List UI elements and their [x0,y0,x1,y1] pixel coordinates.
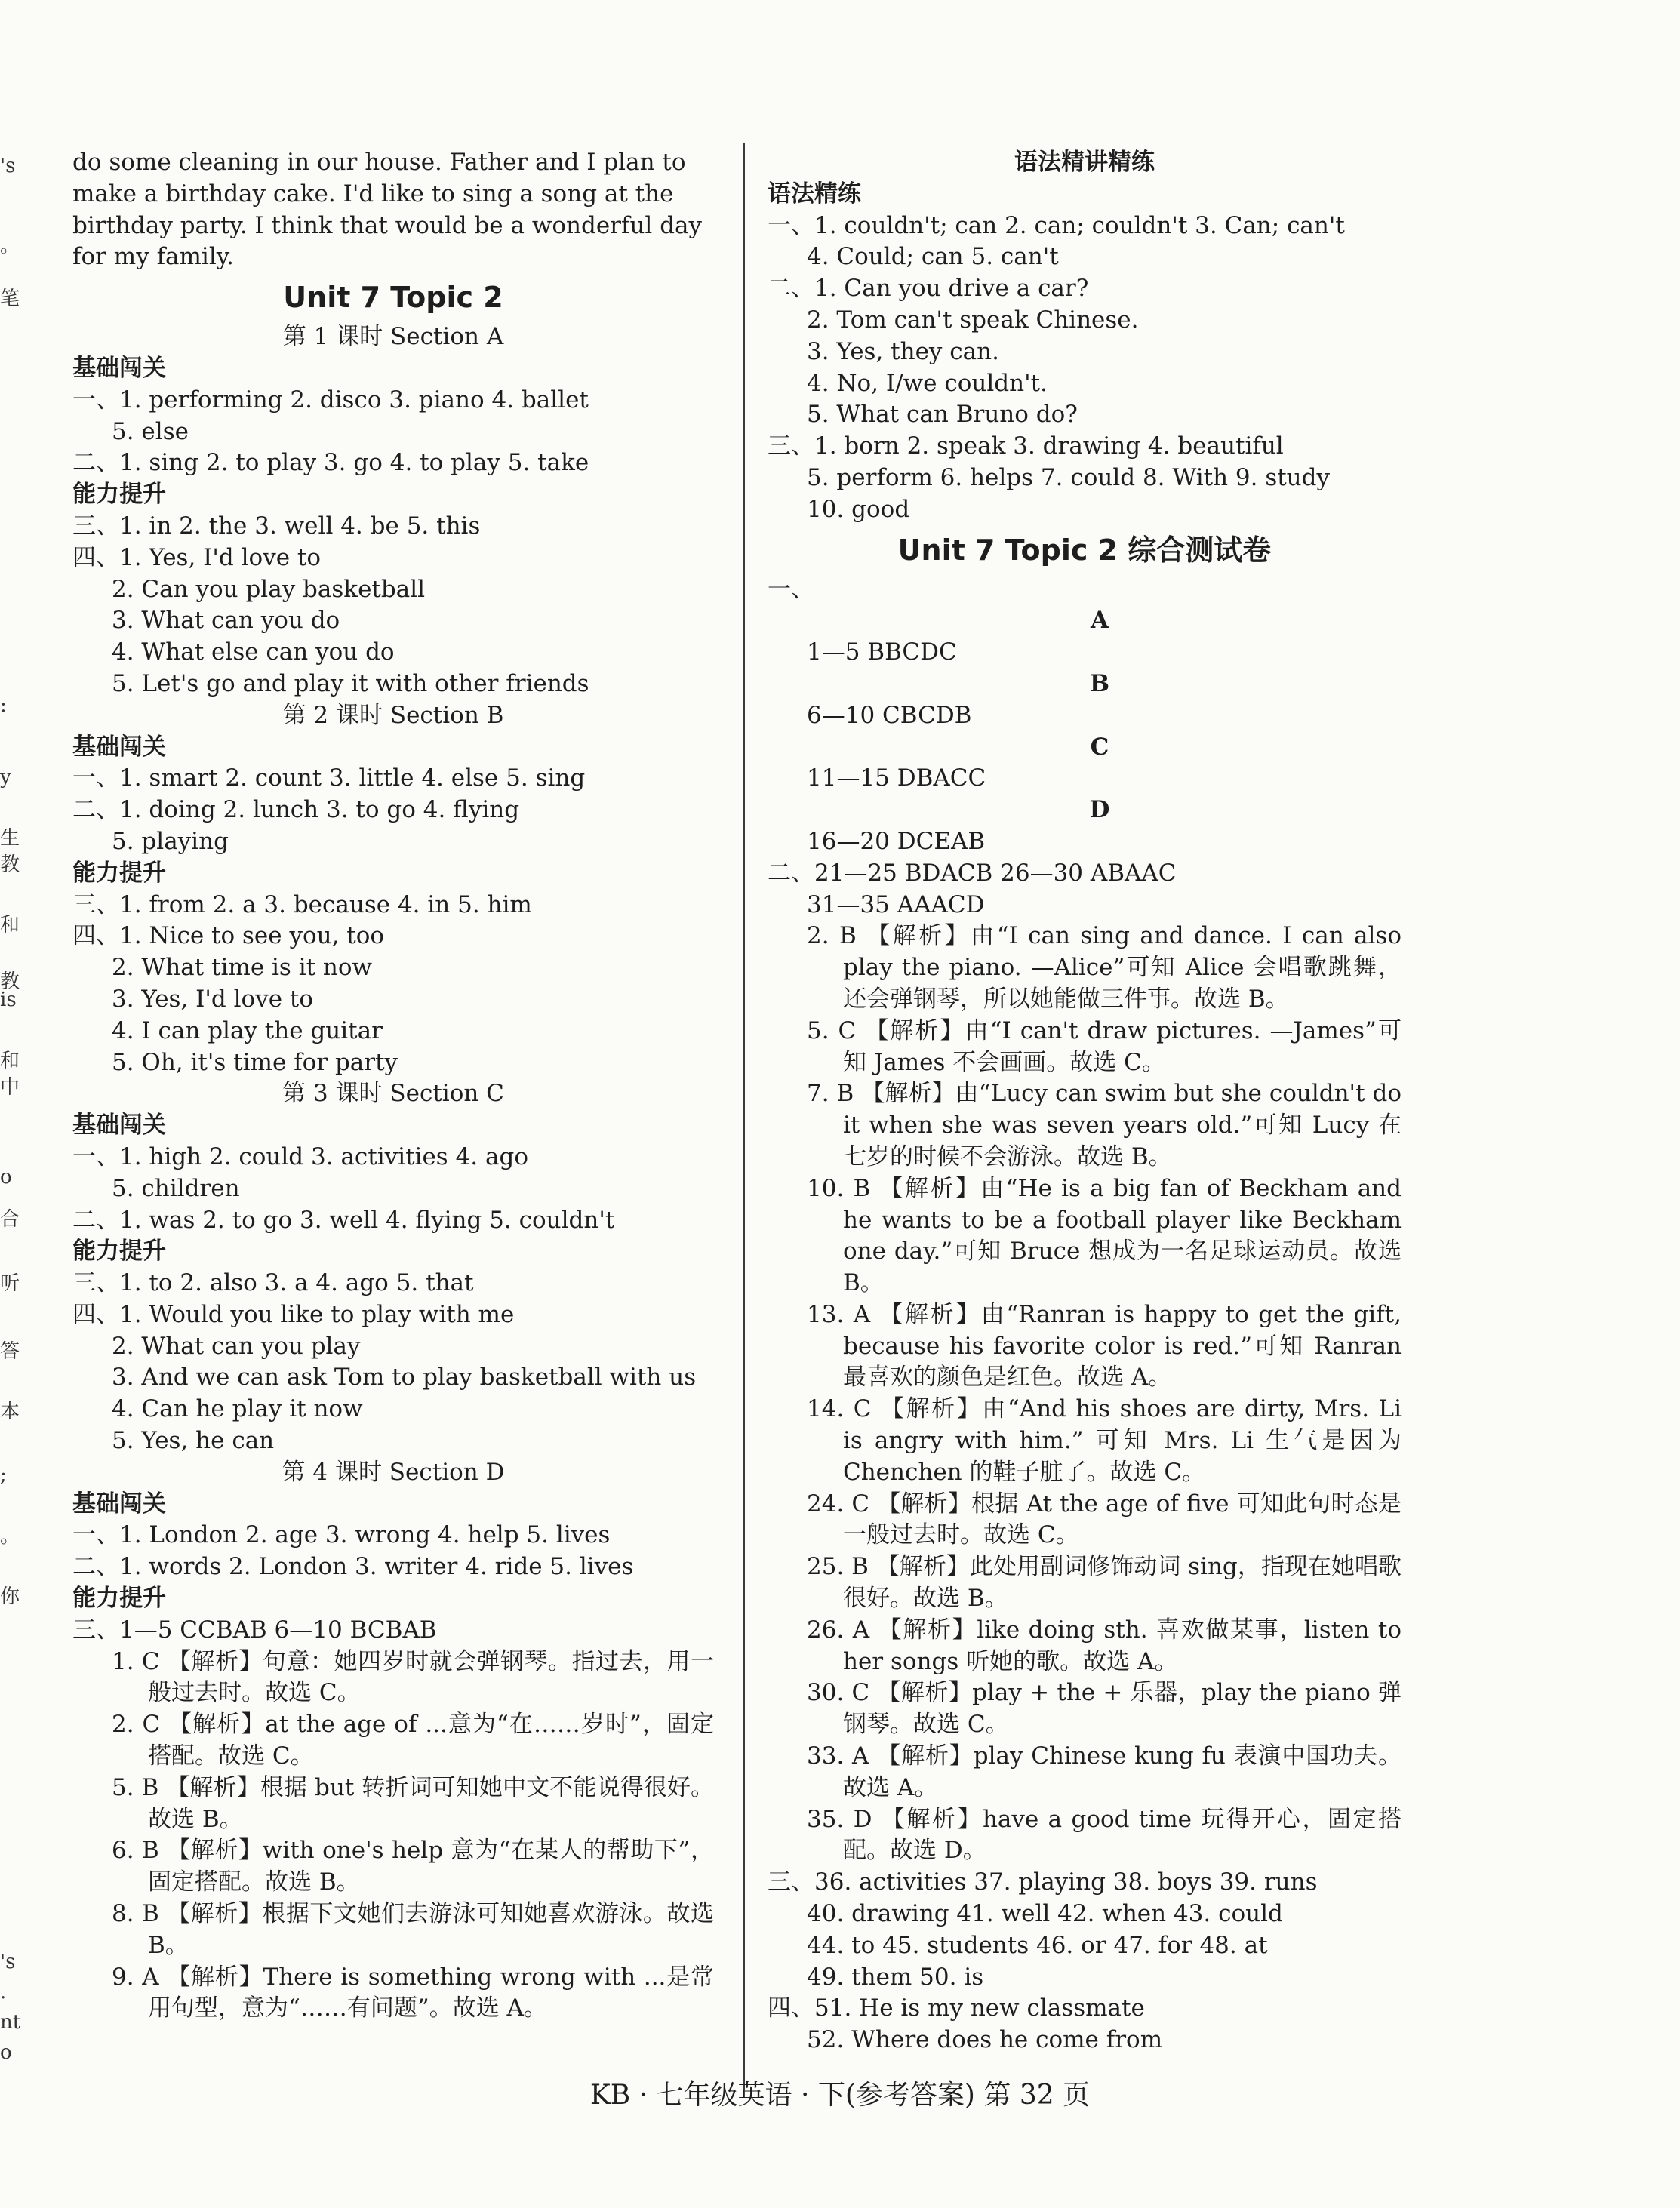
explanation-item: 30. C 【解析】play + the + 乐器，play the piano 弹钢琴。故选 C。 [807,1679,1402,1739]
answer-line: 一、1. high 2. could 3. activities 4. ago [72,1142,528,1170]
answer-line: 三、1. in 2. the 3. well 4. be 5. this [72,512,481,540]
answer-line: 2. What time is it now [112,954,373,982]
edge-fragment: 听 [0,1272,20,1295]
edge-fragment: 答 [0,1340,20,1363]
explanation-item: 25. B 【解析】此处用副词修饰动词 sing，指现在她唱歌很好。故选 B。 [807,1553,1402,1613]
answer-line: 一、1. couldn't; can 2. can; couldn't 3. Can; can't [768,211,1345,239]
explanation-item: 13. A 【解析】由“Ranran is happy to get the gift, because his favorite color is red.”可知 Ranran 最喜欢的颜色是红色。故选 A。 [807,1300,1402,1392]
answer-line: 5. Yes, he can [112,1427,275,1455]
answer-line: 5. children [112,1174,240,1202]
answer-line: 4. Can he play it now [112,1395,363,1423]
answer-line: 52. Where does he come from [807,2026,1163,2054]
answer-line: 二、1. sing 2. to play 3. go 4. to play 5. take [72,449,589,477]
answer-line: 3. And we can ask Tom to play basketball with us [112,1364,697,1392]
left-column [72,147,714,2025]
edge-fragment: 中 [0,1076,20,1099]
answer-line: 四、1. Would you like to play with me [72,1300,515,1328]
lesson-list [72,321,714,2025]
answer-line: 2. Tom can't speak Chinese. [807,306,1139,334]
section-heading: 基础闯关 [72,733,166,761]
answer-line: 二、1. Can you drive a car? [768,275,1089,303]
explanation-item: 1. C 【解析】句意：她四岁时就会弹钢琴。指过去，用一般过去时。故选 C。 [112,1647,714,1707]
part-letter: C [1090,733,1109,761]
answer-line: 一、1. London 2. age 3. wrong 4. help 5. lives [72,1521,611,1549]
explanation-item: 10. B 【解析】由“He is a big fan of Beckham and he wants to be a football player like Beckham one day.”可知 Bruce 想成为一名足球运动员。故选 B。 [807,1174,1402,1297]
edge-fragment: is [0,989,17,1011]
answer-line: 44. to 45. students 46. or 47. for 48. at [807,1931,1268,1959]
unit-title: Unit 7 Topic 2 [283,281,503,315]
explanation-item: 35. D 【解析】have a good time 玩得开心，固定搭配。故选 D。 [807,1805,1402,1865]
edge-fragment: 's [0,1951,16,1973]
edge-fragment: . [0,1981,7,2003]
answer-line: 40. drawing 41. well 42. when 43. could [807,1900,1283,1928]
edge-fragment: 笔 [0,288,20,310]
answer-line: 3. What can you do [112,607,340,635]
answer-line: 5. What can Bruno do? [807,401,1078,429]
right-column [768,147,1402,2056]
section-heading: 基础闯关 [72,1112,166,1139]
intro-line: do some cleaning in our house. Father and I plan to [72,149,686,176]
section-heading: 基础闯关 [72,1490,166,1518]
test-section [768,574,1402,2056]
answer-line: 三、36. activities 37. playing 38. boys 39. runs [768,1868,1318,1896]
answer-line: 6—10 CBCDB [807,701,972,729]
part-letter: D [1089,796,1110,824]
answer-line: 四、1. Yes, I'd love to [72,543,322,571]
answer-line: 5. perform 6. helps 7. could 8. With 9. study [807,463,1331,491]
explanation-item: 6. B 【解析】with one's help 意为“在某人的帮助下”，固定搭配。故选 B。 [112,1837,714,1896]
answer-line: 31—35 AAACD [807,890,985,918]
edge-fragment: y [0,766,11,789]
explanation-item: 26. A 【解析】like doing sth. 喜欢做某事，listen to her songs 听她的歌。故选 A。 [807,1616,1402,1675]
edge-fragment: 生 [0,827,20,850]
answer-line: 5. Oh, it's time for party [112,1048,398,1076]
section-heading: 语法精练 [768,180,861,208]
intro-line: for my family. [72,243,235,271]
answer-line: 4. Could; can 5. can't [807,243,1059,271]
edge-fragment: 和 [0,1050,20,1072]
answer-line: 10. good [807,495,910,523]
edge-fragment: 你 [0,1585,20,1608]
answer-line: 三、1. to 2. also 3. a 4. ago 5. that [72,1269,474,1297]
explanation-item: 5. B 【解析】根据 but 转折词可知她中文不能说得很好。故选 B。 [112,1773,714,1833]
answer-line: 4. I can play the guitar [112,1016,383,1044]
lesson-heading: 第 3 课时 Section C [282,1080,504,1108]
edge-fragment: o [0,1166,12,1189]
answer-line: 5. Let's go and play it with other friends [112,669,589,697]
intro-line: make a birthday cake. I'd like to sing a song at the [72,180,674,208]
explanation-item: 8. B 【解析】根据下文她们去游泳可知她喜欢游泳。故选 B。 [112,1900,714,1959]
explanation-item: 33. A 【解析】play Chinese kung fu 表演中国功夫。故选 A。 [807,1742,1402,1801]
edge-fragment: 教 [0,970,20,993]
answer-line: 5. else [112,417,189,445]
answer-line: 4. No, I/we couldn't. [807,369,1048,397]
answer-line: 3. Yes, I'd love to [112,985,314,1013]
edge-fragment: 。 [0,1525,20,1548]
explanation-item: 9. A 【解析】There is something wrong with ...是常用句型，意为“……有问题”。故选 A。 [112,1963,714,2022]
answer-line: 一、1. performing 2. disco 3. piano 4. ballet [72,386,589,414]
explanation-item: 5. C 【解析】由“I can't draw pictures. —James”可知 James 不会画画。故选 C。 [807,1016,1402,1076]
column-divider [743,143,745,2090]
section-heading: 基础闯关 [72,354,166,382]
intro-paragraph [72,147,714,273]
section-heading: 能力提升 [72,1238,166,1265]
answer-line: 4. What else can you do [112,638,395,666]
answer-line: 二、1. words 2. London 3. writer 4. ride 5. lives [72,1553,634,1581]
edge-fragment: o [0,2041,12,2064]
answer-line: 1—5 BBCDC [807,638,957,666]
answer-line: 三、1. born 2. speak 3. drawing 4. beautiful [768,432,1284,460]
answer-line: 三、1—5 CCBAB 6—10 BCBAB [72,1616,437,1644]
answer-line: 二、1. was 2. to go 3. well 4. flying 5. couldn't [72,1206,615,1234]
part-letter: A [1090,607,1109,635]
part-letter: B [1089,669,1110,697]
answer-line: 11—15 DBACC [807,764,986,792]
edge-fragment: ; [0,1464,7,1487]
page-footer: KB · 七年级英语 · 下(参考答案) 第 32 页 [589,2080,1091,2111]
section-heading: 能力提升 [72,859,166,887]
answer-line: 三、1. from 2. a 3. because 4. in 5. him [72,890,532,918]
test-title: Unit 7 Topic 2 综合测试卷 [897,533,1272,567]
lesson-heading: 第 1 课时 Section A [282,323,504,351]
answer-line: 四、1. Nice to see you, too [72,922,385,950]
explanation-item: 14. C 【解析】由“And his shoes are dirty, Mrs. Li is angry with him.” 可知 Mrs. Li 生气是因为 Chenchen 的鞋子脏了。故选 C。 [807,1395,1402,1486]
edge-fragment: 本 [0,1401,20,1423]
answer-line: 一、1. smart 2. count 3. little 4. else 5. sing [72,764,586,792]
intro-line: birthday party. I think that would be a wonderful day [72,211,703,239]
edge-fragment: : [0,694,7,717]
edge-fragment: 和 [0,914,20,936]
explanation-item: 2. C 【解析】at the age of ...意为“在……岁时”，固定搭配。故选 C。 [112,1711,714,1770]
grammar-section [768,179,1402,526]
answer-line: 四、51. He is my new classmate [768,1994,1145,2022]
edge-fragment: 。 [0,235,20,257]
answer-line: 5. playing [112,827,229,855]
edge-fragment: 合 [0,1208,20,1231]
answer-line: 一、 [768,575,814,603]
section-heading: 能力提升 [72,481,166,509]
grammar-title: 语法精讲精练 [1014,149,1155,176]
lesson-heading: 第 2 课时 Section B [282,701,504,729]
answer-line: 二、21—25 BDACB 26—30 ABAAC [768,859,1177,887]
explanation-item: 2. B 【解析】由“I can sing and dance. I can also play the piano. —Alice”可知 Alice 会唱歌跳舞，还会弹钢琴，所以她能做三件事。故选 B。 [807,922,1402,1013]
explanation-item: 24. C 【解析】根据 At the age of five 可知此句时态是一般过去时。故选 C。 [807,1490,1402,1549]
explanation-item: 7. B 【解析】由“Lucy can swim but she couldn't do it when she was seven years old.”可知 Lucy 在七岁的时候不会游泳。故选 B。 [807,1080,1402,1170]
answer-line: 3. Yes, they can. [807,337,999,365]
edge-fragment: 's [0,155,16,177]
edge-fragment: 教 [0,853,20,876]
lesson-heading: 第 4 课时 Section D [282,1458,505,1486]
section-heading: 能力提升 [72,1585,166,1613]
answer-line: 2. Can you play basketball [112,575,426,603]
answer-line: 16—20 DCEAB [807,827,986,855]
answer-line: 二、1. doing 2. lunch 3. to go 4. flying [72,796,520,824]
answer-line: 49. them 50. is [807,1963,984,1991]
answer-line: 2. What can you play [112,1332,361,1360]
edge-fragment: nt [0,2011,21,2034]
